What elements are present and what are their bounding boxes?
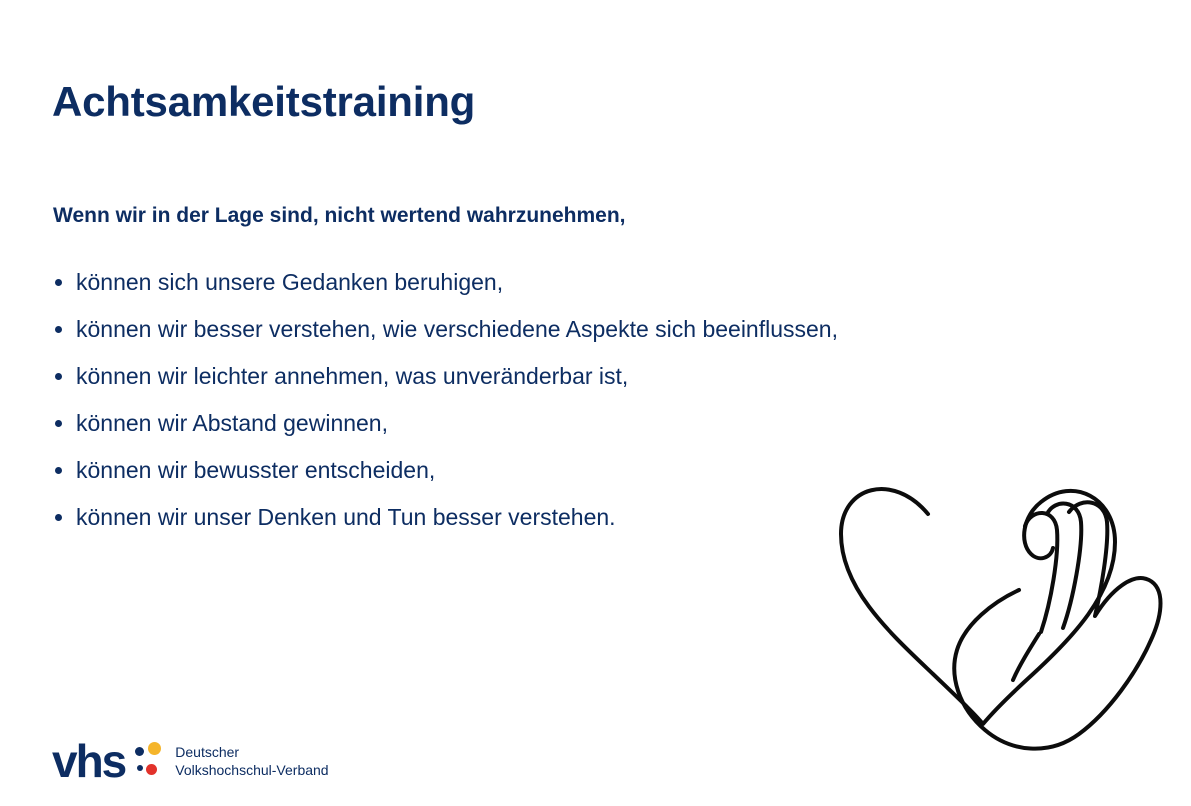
list-item: können wir unser Denken und Tun besser verstehen. bbox=[53, 503, 1063, 531]
logo-organisation-name bbox=[175, 743, 328, 779]
logo-line-2: Volkshochschul-Verband bbox=[175, 762, 329, 778]
list-item: können wir Abstand gewinnen, bbox=[53, 409, 1063, 437]
heart-in-hands-icon bbox=[833, 394, 1173, 764]
list-item: können sich unsere Gedanken beruhigen, bbox=[53, 268, 1063, 296]
vhs-logo bbox=[52, 735, 329, 787]
lead-statement: Wenn wir in der Lage sind, nicht wertend wahrzunehmen, bbox=[53, 204, 626, 227]
list-item: können wir leichter annehmen, was unveränderbar ist, bbox=[53, 362, 1063, 390]
list-item: können wir bewusster entscheiden, bbox=[53, 456, 1063, 484]
vhs-dots-icon bbox=[135, 739, 165, 783]
list-item: können wir besser verstehen, wie verschiedene Aspekte sich beeinflussen, bbox=[53, 315, 1063, 343]
logo-line-1: Deutscher bbox=[175, 744, 240, 760]
vhs-wordmark: vhs bbox=[52, 735, 126, 787]
page-title: Achtsamkeitstraining bbox=[52, 78, 476, 126]
